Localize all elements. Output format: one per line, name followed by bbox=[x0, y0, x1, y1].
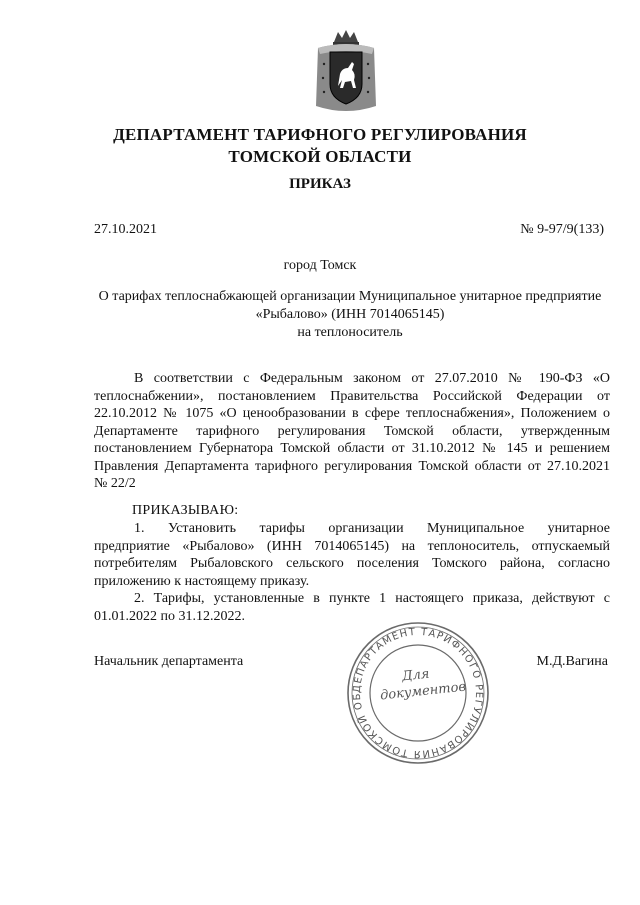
order-city: город Томск bbox=[283, 258, 357, 273]
item-line: 2. Тарифы, установленные в пункте 1 настоящего приказа, действуют с bbox=[134, 591, 610, 606]
stamp-inner-text: документов bbox=[379, 679, 467, 704]
preamble-paragraph bbox=[94, 370, 610, 493]
preamble-line: Департаменте тарифного регулирования Томской области, утвержденным bbox=[94, 423, 610, 439]
department-title-line2: ТОМСКОЙ ОБЛАСТИ bbox=[228, 147, 412, 166]
official-seal-icon bbox=[344, 618, 492, 768]
preamble-line: теплоснабжении», постановлением Правительства Российской Федерации от bbox=[94, 388, 610, 404]
subject-line: на теплоноситель bbox=[297, 325, 403, 340]
order-heading: ПРИКАЗ bbox=[289, 176, 351, 192]
item-line: потребителям Рыбаловского сельского поселения Томского района, согласно bbox=[94, 556, 610, 571]
subject-line: «Рыбалово» (ИНН 7014065145) bbox=[255, 307, 445, 322]
order-item-1 bbox=[94, 520, 610, 590]
order-subject bbox=[70, 288, 630, 342]
decree-word: ПРИКАЗЫВАЮ: bbox=[132, 503, 239, 518]
department-title-line1: ДЕПАРТАМЕНТ ТАРИФНОГО РЕГУЛИРОВАНИЯ bbox=[113, 125, 527, 144]
preamble-line: 22.10.2012 № 1075 «О ценообразовании в сфере теплоснабжения», Положением о bbox=[94, 406, 610, 421]
subject-line: О тарифах теплоснабжающей организации Муниципальное унитарное предприятие bbox=[98, 289, 602, 304]
item-line: предприятие «Рыбалово» (ИНН 7014065145) на теплоноситель, отпускаемый bbox=[94, 538, 610, 554]
signer-title: Начальник департамента bbox=[94, 654, 244, 669]
signer-name: М.Д.Вагина bbox=[536, 654, 608, 669]
order-date: 27.10.2021 bbox=[94, 222, 157, 237]
item-line: 01.01.2022 по 31.12.2022. bbox=[94, 608, 245, 624]
coat-of-arms-icon bbox=[312, 28, 380, 118]
preamble-line: № 22/2 bbox=[94, 476, 136, 491]
item-line: приложению к настоящему приказу. bbox=[94, 573, 310, 589]
preamble-line: В соответствии с Федеральным законом от 27.07.2010 № 190-ФЗ «О bbox=[134, 371, 610, 386]
stamp-ring-text: ДЕПАРТАМЕНТ ТАРИФНОГО РЕГУЛИРОВАНИЯ ТОМСКОЙ ОБ bbox=[351, 626, 485, 760]
preamble-line: Правления Департамента тарифного регулирования Томской области от 27.10.2021 bbox=[94, 458, 610, 474]
stamp-inner-text: Для bbox=[401, 666, 431, 685]
preamble-line: постановлением Губернатора Томской области от 31.10.2012 № 145 и решением bbox=[94, 441, 610, 456]
order-number: № 9-97/9(133) bbox=[520, 222, 604, 237]
item-line: 1. Установить тарифы организации Муниципальное унитарное bbox=[134, 521, 610, 536]
